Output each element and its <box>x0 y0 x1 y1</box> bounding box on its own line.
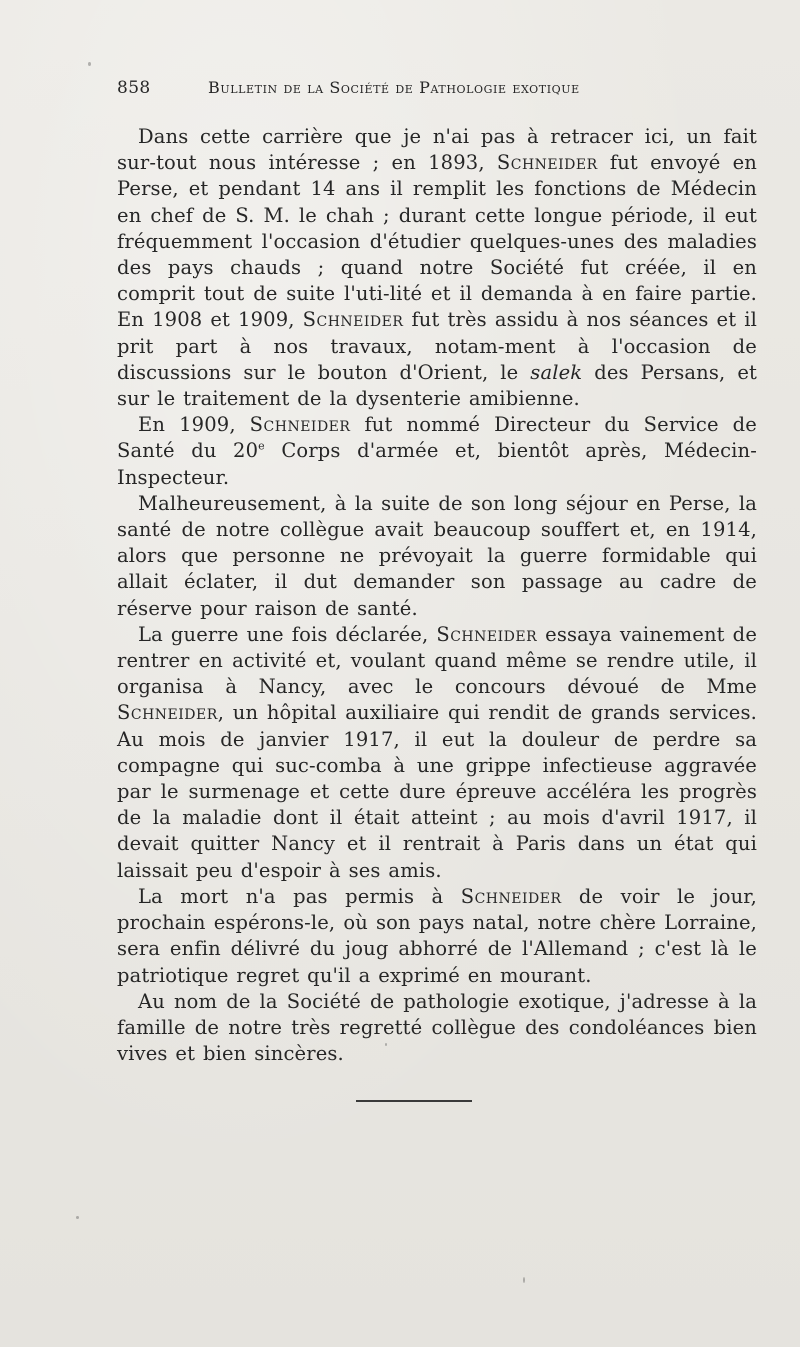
text-run: La guerre une fois déclarée, <box>138 622 437 646</box>
article-body <box>117 124 757 1067</box>
text-run: , un hôpital auxiliaire qui rendit de grands services. Au mois de janvier 1917, il eut la douleur de perdre sa compagne qui suc-comba à une grippe infectieuse aggravée par le surmenage et cette dure épreuve accéléra les progrès de la maladie dont il était atteint ; au mois d'avril 1917, il devait quitter Nancy et il rentrait à Paris dans un état qui laissait peu d'espoir à ses amis. <box>117 701 757 882</box>
page-header <box>117 74 677 104</box>
name-smallcaps: Schneider <box>496 151 598 175</box>
scan-speck <box>385 1043 387 1046</box>
paragraph <box>117 989 757 1068</box>
text-run: Dans cette carrière que je n'ai pas à retracer ici, un fait sur-tout nous intéresse ; en 1893, <box>117 125 757 175</box>
scan-speck <box>76 1216 79 1219</box>
name-smallcaps: Schneider <box>249 413 351 437</box>
name-smallcaps: Schneider <box>460 884 562 908</box>
text-run: Au nom de la Société de pathologie exotique, j'adresse à la famille de notre très regretté collègue des condoléances bien vives et bien sincères. <box>117 989 757 1066</box>
text-run: essaya vainement de rentrer en activité et, voulant quand même se rendre utile, il organisa à Nancy, avec le concours dévoué de Mme <box>117 622 758 699</box>
name-smallcaps: Schneider <box>436 622 538 646</box>
paragraph <box>117 412 757 491</box>
ordinal-superscript: e <box>258 439 265 453</box>
page-number: 858 <box>117 78 151 98</box>
name-smallcaps: Schneider <box>302 308 404 332</box>
text-run: Malheureusement, à la suite de son long séjour en Perse, la santé de notre collègue avait beaucoup souffert et, en 1914, alors que personne ne prévoyait la guerre formidable qui allait éclater, il dut demander son passage au cadre de réserve pour raison de santé. <box>117 491 757 620</box>
text-run: En 1909, <box>138 413 250 437</box>
text-run: de voir le jour, prochain espérons-le, où son pays natal, notre chère Lorraine, sera enfin délivré du joug abhorré de l'Allemand ; c'est là le patriotique regret qu'il a exprimé en mourant. <box>117 884 757 987</box>
text-run: des Persans, et sur le traitement de la dysenterie amibienne. <box>117 360 757 411</box>
closing-rule <box>356 1100 472 1102</box>
scan-speck <box>523 1277 525 1283</box>
paragraph <box>117 622 757 884</box>
text-run: La mort n'a pas permis à <box>138 884 461 908</box>
scan-speck <box>88 62 91 66</box>
text-run: Corps d'armée et, bientôt après, Médecin-Inspecteur. <box>117 439 758 489</box>
text-run: fut envoyé en Perse, et pendant 14 ans il remplit les fonctions de Médecin en chef de S. M. le chah ; durant cette longue période, il eut fréquemment l'occasion d'étudier quelques-unes des maladies des pays chauds ; quand notre Société fut créée, il en comprit tout de suite l'uti-lité et il demanda à en faire partie. En 1908 et 1909, <box>117 151 757 332</box>
text-run: fut très assidu à nos séances et il prit part à nos travaux, notam-ment à l'occasion de discussions sur le bouton d'Orient, le <box>117 308 757 384</box>
paragraph <box>117 491 757 622</box>
paragraph <box>117 124 757 412</box>
text-run: fut nommé Directeur du Service de Santé du 20 <box>117 413 757 463</box>
name-smallcaps: Schneider <box>117 701 218 725</box>
paragraph <box>117 884 757 989</box>
running-title: Bulletin de la Société de Pathologie exotique <box>208 78 580 97</box>
italic-term: salek <box>530 360 583 384</box>
